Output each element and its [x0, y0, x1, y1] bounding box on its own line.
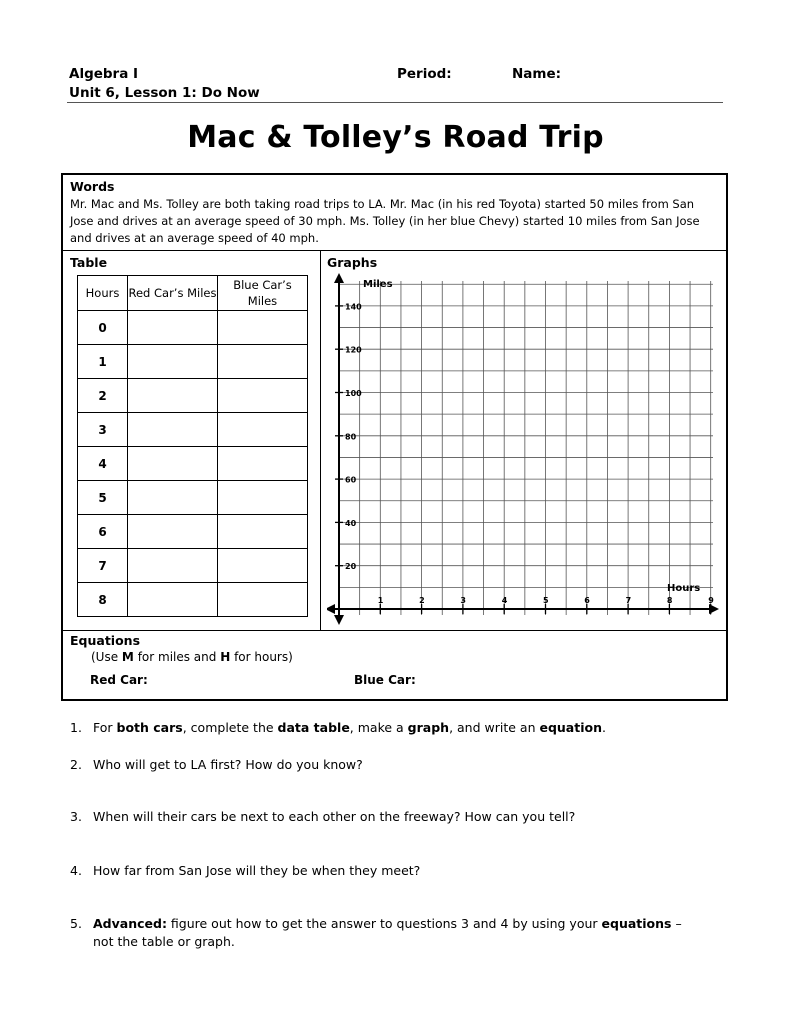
hours-cell: 5: [78, 481, 128, 515]
blue-miles-cell[interactable]: [218, 583, 308, 617]
table-row: [78, 447, 308, 481]
words-text: Mr. Mac and Ms. Tolley are both taking road trips to LA. Mr. Mac (in his red Toyota) started 50 miles from San Jose and drives at an average speed of 30 mph. Ms. Tolley (in her blue Chevy) started 10 miles from San Jose and drives at an average speed of 40 mph.: [70, 197, 700, 245]
y-tick-label: 80: [345, 432, 357, 442]
x-tick-label: 4: [501, 596, 508, 605]
y-tick-label: 60: [345, 475, 357, 485]
table-row: [78, 515, 308, 549]
worksheet-box: [61, 173, 728, 701]
question-5: 5. Advanced: figure out how to get the answer to questions 3 and 4 by using your equations – not the table or graph.: [70, 916, 682, 949]
y-axis-arrow-up: [334, 273, 344, 283]
course-title: Algebra I: [69, 66, 139, 82]
table-row: [78, 481, 308, 515]
blue-miles-cell[interactable]: [218, 311, 308, 345]
col-header-blue: Blue Car’s Miles: [218, 276, 308, 311]
page-title: Mac & Tolley’s Road Trip: [187, 120, 604, 155]
hours-cell: 7: [78, 549, 128, 583]
red-miles-cell[interactable]: [128, 515, 218, 549]
x-tick-label: 2: [419, 596, 425, 605]
red-miles-cell[interactable]: [128, 345, 218, 379]
x-tick-label: 3: [460, 596, 466, 605]
y-axis-arrow-down: [334, 615, 344, 625]
blue-miles-cell[interactable]: [218, 549, 308, 583]
hours-cell: 8: [78, 583, 128, 617]
col-header-red: Red Car’s Miles: [128, 276, 218, 311]
hours-cell: 3: [78, 413, 128, 447]
table-row: [78, 345, 308, 379]
blue-miles-cell[interactable]: [218, 515, 308, 549]
red-miles-cell[interactable]: [128, 481, 218, 515]
table-row: [78, 583, 308, 617]
table-row: [78, 549, 308, 583]
y-axis-label: Miles: [363, 279, 393, 290]
hours-cell: 2: [78, 379, 128, 413]
y-tick-label: 40: [345, 518, 357, 528]
x-tick-label: 1: [377, 596, 384, 605]
blue-miles-cell[interactable]: [218, 379, 308, 413]
lesson-title: Unit 6, Lesson 1: Do Now: [69, 85, 260, 101]
red-car-equation-label: Red Car:: [90, 673, 148, 687]
question-3: 3. When will their cars be next to each other on the freeway? How can you tell?: [70, 809, 576, 824]
blue-miles-cell[interactable]: [218, 481, 308, 515]
graphs-heading: Graphs: [327, 255, 378, 270]
table-row: [78, 379, 308, 413]
blue-miles-cell[interactable]: [218, 413, 308, 447]
blue-car-equation-label: Blue Car:: [354, 673, 416, 687]
words-heading: Words: [70, 179, 115, 194]
hours-cell: 0: [78, 311, 128, 345]
x-axis-arrow-left: [327, 604, 335, 614]
red-miles-cell[interactable]: [128, 379, 218, 413]
x-tick-label: 8: [666, 596, 673, 605]
section-divider: [63, 630, 726, 631]
coordinate-grid[interactable]: [327, 271, 719, 627]
x-axis-label: Hours: [667, 583, 701, 594]
red-miles-cell[interactable]: [128, 447, 218, 481]
blue-miles-cell[interactable]: [218, 345, 308, 379]
question-2: 2. Who will get to LA first? How do you know?: [70, 757, 363, 772]
question-4: 4. How far from San Jose will they be when they meet?: [70, 863, 421, 878]
name-label: Name:: [512, 66, 562, 82]
hours-cell: 4: [78, 447, 128, 481]
x-tick-label: 7: [625, 596, 632, 605]
table-row: [78, 311, 308, 345]
table-graph-divider: [320, 250, 321, 630]
y-tick-label: 140: [345, 302, 362, 312]
x-tick-label: 5: [543, 596, 549, 605]
red-miles-cell[interactable]: [128, 311, 218, 345]
period-label: Period:: [397, 66, 452, 82]
col-header-hours: Hours: [78, 276, 128, 311]
section-divider: [63, 250, 726, 251]
question-1: 1. For both cars, complete the data table, make a graph, and write an equation.: [70, 720, 606, 735]
data-table: [77, 275, 308, 617]
table-row: [78, 413, 308, 447]
y-tick-label: 20: [345, 562, 357, 572]
y-tick-label: 100: [345, 389, 362, 398]
red-miles-cell[interactable]: [128, 413, 218, 447]
equations-heading: Equations: [70, 633, 141, 648]
x-tick-label: 9: [708, 596, 714, 605]
hours-cell: 6: [78, 515, 128, 549]
red-miles-cell[interactable]: [128, 549, 218, 583]
blue-miles-cell[interactable]: [218, 447, 308, 481]
table-heading: Table: [70, 255, 108, 270]
equations-note: (Use M for miles and H for hours): [91, 650, 293, 664]
hours-cell: 1: [78, 345, 128, 379]
y-tick-label: 120: [345, 345, 362, 355]
x-tick-label: 6: [584, 596, 590, 605]
red-miles-cell[interactable]: [128, 583, 218, 617]
header-divider: [67, 102, 723, 103]
